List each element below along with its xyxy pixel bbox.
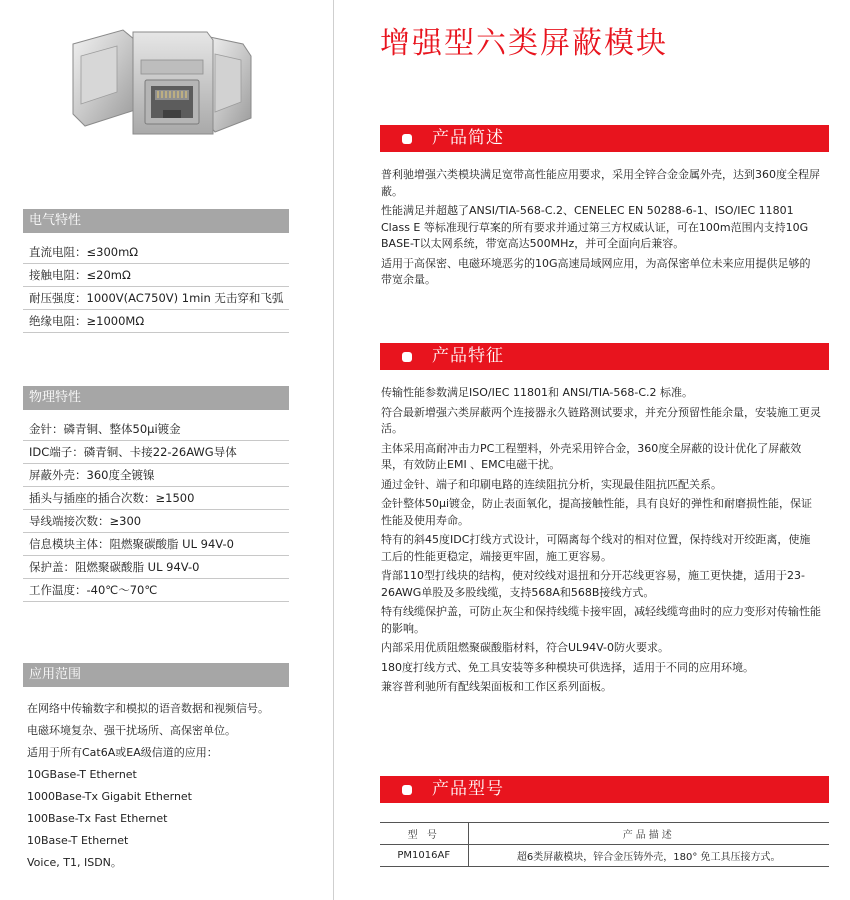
overview-paragraph: 适用于高保密、电磁环境恶劣的10G高速局域网应用，为高保密单位未来应用提供足够的带宽余量。	[381, 256, 811, 286]
feature-paragraph: 金针整体50μi镀金，防止表面氧化，提高接触性能，具有良好的弹性和耐磨损性能，保证性能及使用寿命。	[381, 497, 813, 527]
application-section	[23, 663, 289, 874]
column-header-model: 型 号	[380, 823, 468, 845]
features-heading: 产品特征	[432, 346, 504, 366]
feature-paragraph: 通过金针、端子和印刷电路的连续阻抗分析，实现最佳阻抗匹配关系。	[381, 477, 722, 491]
table-row	[380, 845, 829, 867]
product-photo	[55, 22, 265, 142]
model-table	[380, 822, 829, 867]
physical-section	[23, 386, 289, 602]
table-header-row	[380, 823, 829, 845]
feature-paragraph: 兼容普利驰所有配线架面板和工作区系列面板。	[381, 680, 612, 693]
physical-row: 金针：磷青铜、整体50μi镀金	[23, 418, 289, 441]
physical-row: 保护盖：阻燃聚碳酸脂 UL 94V-0	[23, 556, 289, 579]
overview-text	[381, 167, 821, 292]
bullet-icon	[402, 134, 412, 144]
application-line: 1000Base-Tx Gigabit Ethernet	[27, 790, 192, 803]
application-heading: 应用范围	[23, 663, 289, 687]
physical-row: IDC端子：磷青铜、卡接22-26AWG导体	[23, 441, 289, 464]
application-line: 适用于所有Cat6A或EA级信道的应用：	[27, 746, 218, 759]
feature-paragraph: 特有的斜45度IDC打线方式设计，可隔离每个线对的相对位置，保持线对开绞距离，使施工后的性能更稳定，端接更牢固，施工更容易。	[381, 533, 811, 563]
application-line: Voice, T1, ISDN。	[27, 856, 122, 869]
physical-heading: 物理特性	[23, 386, 289, 410]
physical-row: 工作温度：-40℃～70℃	[23, 579, 289, 602]
application-line: 100Base-Tx Fast Ethernet	[27, 812, 168, 825]
models-header	[380, 776, 829, 803]
electrical-heading: 电气特性	[23, 209, 289, 233]
features-header	[380, 343, 829, 370]
feature-paragraph: 传输性能参数满足ISO/IEC 11801和 ANSI/TIA-568-C.2 标准。	[381, 386, 693, 399]
feature-paragraph: 背部110型打线块的结构，使对绞线对退扭和分开芯线更容易，施工更快捷，适用于23-26AWG单股及多股线缆，支持568A和568B接线方式。	[381, 569, 805, 599]
features-text	[381, 385, 821, 699]
description-cell: 超6类屏蔽模块，锌合金压铸外壳，180° 免工具压接方式。	[468, 845, 829, 867]
feature-paragraph: 符合最新增强六类屏蔽两个连接器永久链路测试要求，并充分预留性能余量，安装施工更灵活。	[381, 405, 821, 435]
column-divider	[333, 0, 334, 900]
overview-heading: 产品简述	[432, 128, 504, 148]
bullet-icon	[402, 352, 412, 362]
application-line: 10GBase-T Ethernet	[27, 768, 137, 781]
electrical-row: 接触电阻：≤20mΩ	[23, 264, 289, 287]
overview-header	[380, 125, 829, 152]
overview-paragraph: 性能满足并超越了ANSI/TIA-568-C.2、CENELEC EN 50288-6-1、ISO/IEC 11801 Class E 等标准现行草案的所有要求并通过第三方权威认证，可在100m范围内支持10G BASE-T以太网系统，带宽高达500MHz，并可全面向后兼容。	[381, 204, 809, 250]
models-heading: 产品型号	[432, 779, 504, 799]
application-line: 在网络中传输数字和模拟的语音数据和视频信号。	[27, 702, 269, 715]
application-line: 电磁环境复杂、强干扰场所、高保密单位。	[27, 724, 236, 737]
page-title: 增强型六类屏蔽模块	[380, 26, 668, 61]
application-line: 10Base-T Ethernet	[27, 834, 129, 847]
feature-paragraph: 180度打线方式、免工具安装等多种模块可供选择，适用于不同的应用环境。	[381, 660, 754, 674]
electrical-row: 耐压强度：1000V(AC750V) 1min 无击穿和飞弧	[23, 287, 289, 310]
model-cell: PM1016AF	[380, 845, 468, 867]
electrical-section	[23, 209, 289, 333]
physical-row: 信息模块主体：阻燃聚碳酸脂 UL 94V-0	[23, 533, 289, 556]
column-header-description: 产品描述	[468, 823, 829, 845]
feature-paragraph: 特有线缆保护盖，可防止灰尘和保持线缆卡接牢固，减轻线缆弯曲时的应力变形对传输性能的影响。	[381, 605, 821, 635]
feature-paragraph: 主体采用高耐冲击力PC工程塑料，外壳采用锌合金，360度全屏蔽的设计优化了屏蔽效果，有效防止EMI 、EMC电磁干扰。	[381, 441, 802, 471]
electrical-row: 直流电阻：≤300mΩ	[23, 241, 289, 264]
overview-paragraph: 普利驰增强六类模块满足宽带高性能应用要求，采用全锌合金金属外壳，达到360度全程屏蔽。	[381, 168, 820, 198]
physical-row: 导线端接次数：≥300	[23, 510, 289, 533]
physical-row: 插头与插座的插合次数：≥1500	[23, 487, 289, 510]
electrical-row: 绝缘电阻：≥1000MΩ	[23, 310, 289, 333]
feature-paragraph: 内部采用优质阻燃聚碳酸脂材料，符合UL94V-0防火要求。	[381, 641, 670, 654]
physical-row: 屏蔽外壳：360度全镀镍	[23, 464, 289, 487]
bullet-icon	[402, 785, 412, 795]
